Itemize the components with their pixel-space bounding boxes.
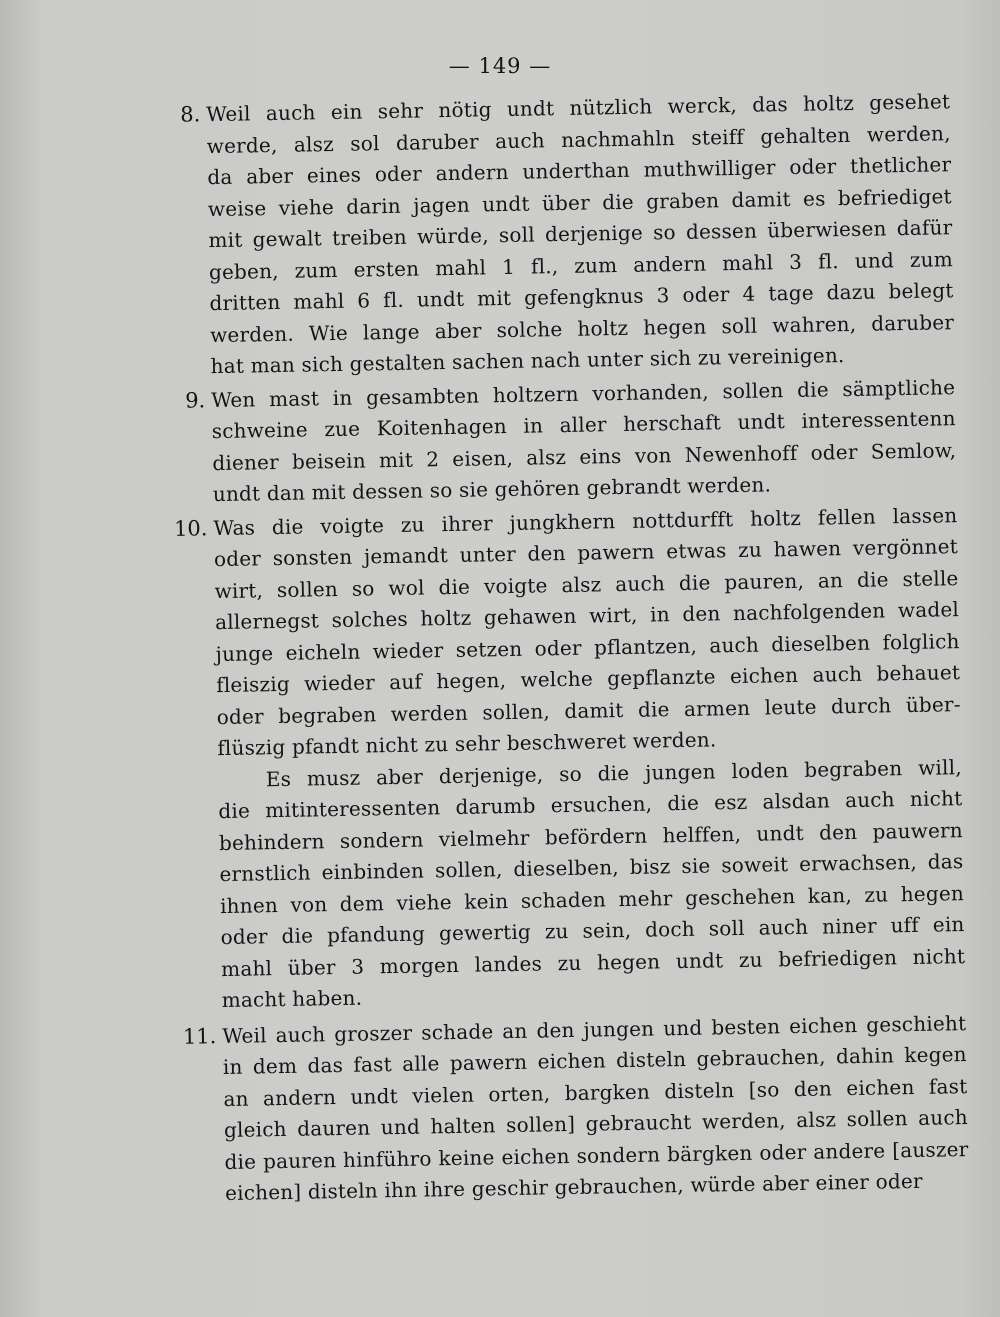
text-line: allernegst solches holtz gehawen wirt, in den nachfolgenden wadel: [214, 597, 960, 635]
paragraph-section: [160, 86, 955, 383]
section-number: 10.: [173, 515, 208, 541]
text-line: oder begraben werden sollen, damit die armen leute durch über-: [216, 691, 961, 729]
text-line: an andern undt vielen orten, bargken disteln [so den eichen fast: [223, 1073, 968, 1111]
text-line: fleiszig wieder auf hegen, welche gepflanzte eichen auch behauet: [216, 660, 961, 698]
section-number: 11.: [182, 1023, 217, 1049]
text-line: die mitinteressenten darumb ersuchen, die esz alsdan auch nicht: [218, 786, 963, 824]
text-line: ihnen von dem viehe kein schaden mehr geschehen kan, zu hegen: [219, 880, 965, 918]
paragraph: [211, 372, 957, 511]
section-number: 9.: [184, 387, 206, 413]
section-number: 8.: [180, 102, 201, 127]
text-line: in dem das fast alle pawern eichen disteln gebrauchen, dahin kegen: [222, 1042, 967, 1080]
text-line: undt dan mit dessen so sie gehören gebrandt werden.: [212, 472, 772, 507]
text-line: mit gewalt treiben würde, soll derjenige so dessen überwiesen dafür: [208, 215, 953, 253]
paragraph: [213, 500, 961, 765]
paragraph: [206, 86, 955, 382]
text-line: hat man sich gestalten sachen nach unter sich zu vereinigen.: [210, 343, 845, 379]
paragraph-section: [167, 500, 966, 1018]
text-line: werde, alsz sol daruber auch nachmahln steiff gehalten werden,: [206, 120, 951, 158]
text-line: ernstlich einbinden sollen, dieselben, bisz sie soweit erwachsen, das: [219, 849, 964, 887]
text-line: die pauren hinführo keine eichen sondern bärgken oder andere [auszer: [224, 1136, 969, 1174]
text-line: werden. Wie lange aber solche holtz hegen soll wahren, daruber: [209, 309, 955, 347]
text-line: Wen mast in gesambten holtzern vorhanden, sollen die sämptliche: [211, 374, 956, 412]
text-line: oder die pfandung gewertig zu sein, doch soll auch niner uff ein: [220, 912, 965, 950]
text-line: eichen] disteln ihn ihre geschir gebrauchen, würde aber einer oder: [224, 1168, 923, 1206]
text-line: junge eicheln wieder setzen oder pflantzen, auch dieselben folglich: [215, 628, 960, 666]
text-line: diener beisein mit 2 eisen, alsz eins von Newenhoff oder Semlow,: [212, 437, 957, 475]
text-line: Weil auch groszer schade an den jungen und besten eichen geschieht: [222, 1010, 967, 1048]
text-line: da aber eines oder andern underthan muthwilliger oder thetlicher: [207, 152, 952, 190]
paragraph: [218, 752, 966, 1017]
text-line: flüszig pfandt nicht zu sehr beschweret werden.: [217, 727, 717, 761]
text-line: Es musz aber derjenige, so die jungen loden begraben will,: [265, 754, 962, 791]
text-line: macht haben.: [221, 985, 363, 1013]
paragraph-section: [165, 372, 957, 512]
page-body: [160, 86, 969, 1210]
text-line: Was die voigte zu ihrer jungkhern nottdurfft holtz fellen lassen: [213, 502, 958, 540]
text-line: schweine zue Koitenhagen in aller herschaft undt interessentenn: [211, 406, 956, 444]
text-line: geben, zum ersten mahl 1 fl., zum andern mahl 3 fl. und zum: [208, 246, 954, 284]
text-line: oder sonsten jemandt unter den pawern etwas zu hawen vergönnet: [213, 534, 959, 572]
text-line: gleich dauren und halten sollen] gebraucht werden, alsz sollen auch: [223, 1105, 969, 1143]
page-number: — 149 —: [448, 54, 552, 78]
paragraph: [222, 1008, 969, 1210]
text-line: behindern sondern vielmehr befördern helffen, undt den pauwern: [218, 817, 964, 855]
paragraph-section: [176, 1008, 969, 1211]
text-line: dritten mahl 6 fl. undt mit gefengknus 3 oder 4 tage dazu belegt: [209, 278, 954, 316]
text-line: wirt, sollen so wol die voigte alsz auch die pauren, an die stelle: [214, 565, 959, 603]
text-line: mahl über 3 morgen landes zu hegen undt zu befriedigen nicht: [220, 943, 966, 981]
text-line: Weil auch ein sehr nötig undt nützlich werck, das holtz gesehet: [206, 89, 951, 127]
text-line: weise viehe darin jagen undt über die graben damit es befriediget: [207, 183, 953, 221]
